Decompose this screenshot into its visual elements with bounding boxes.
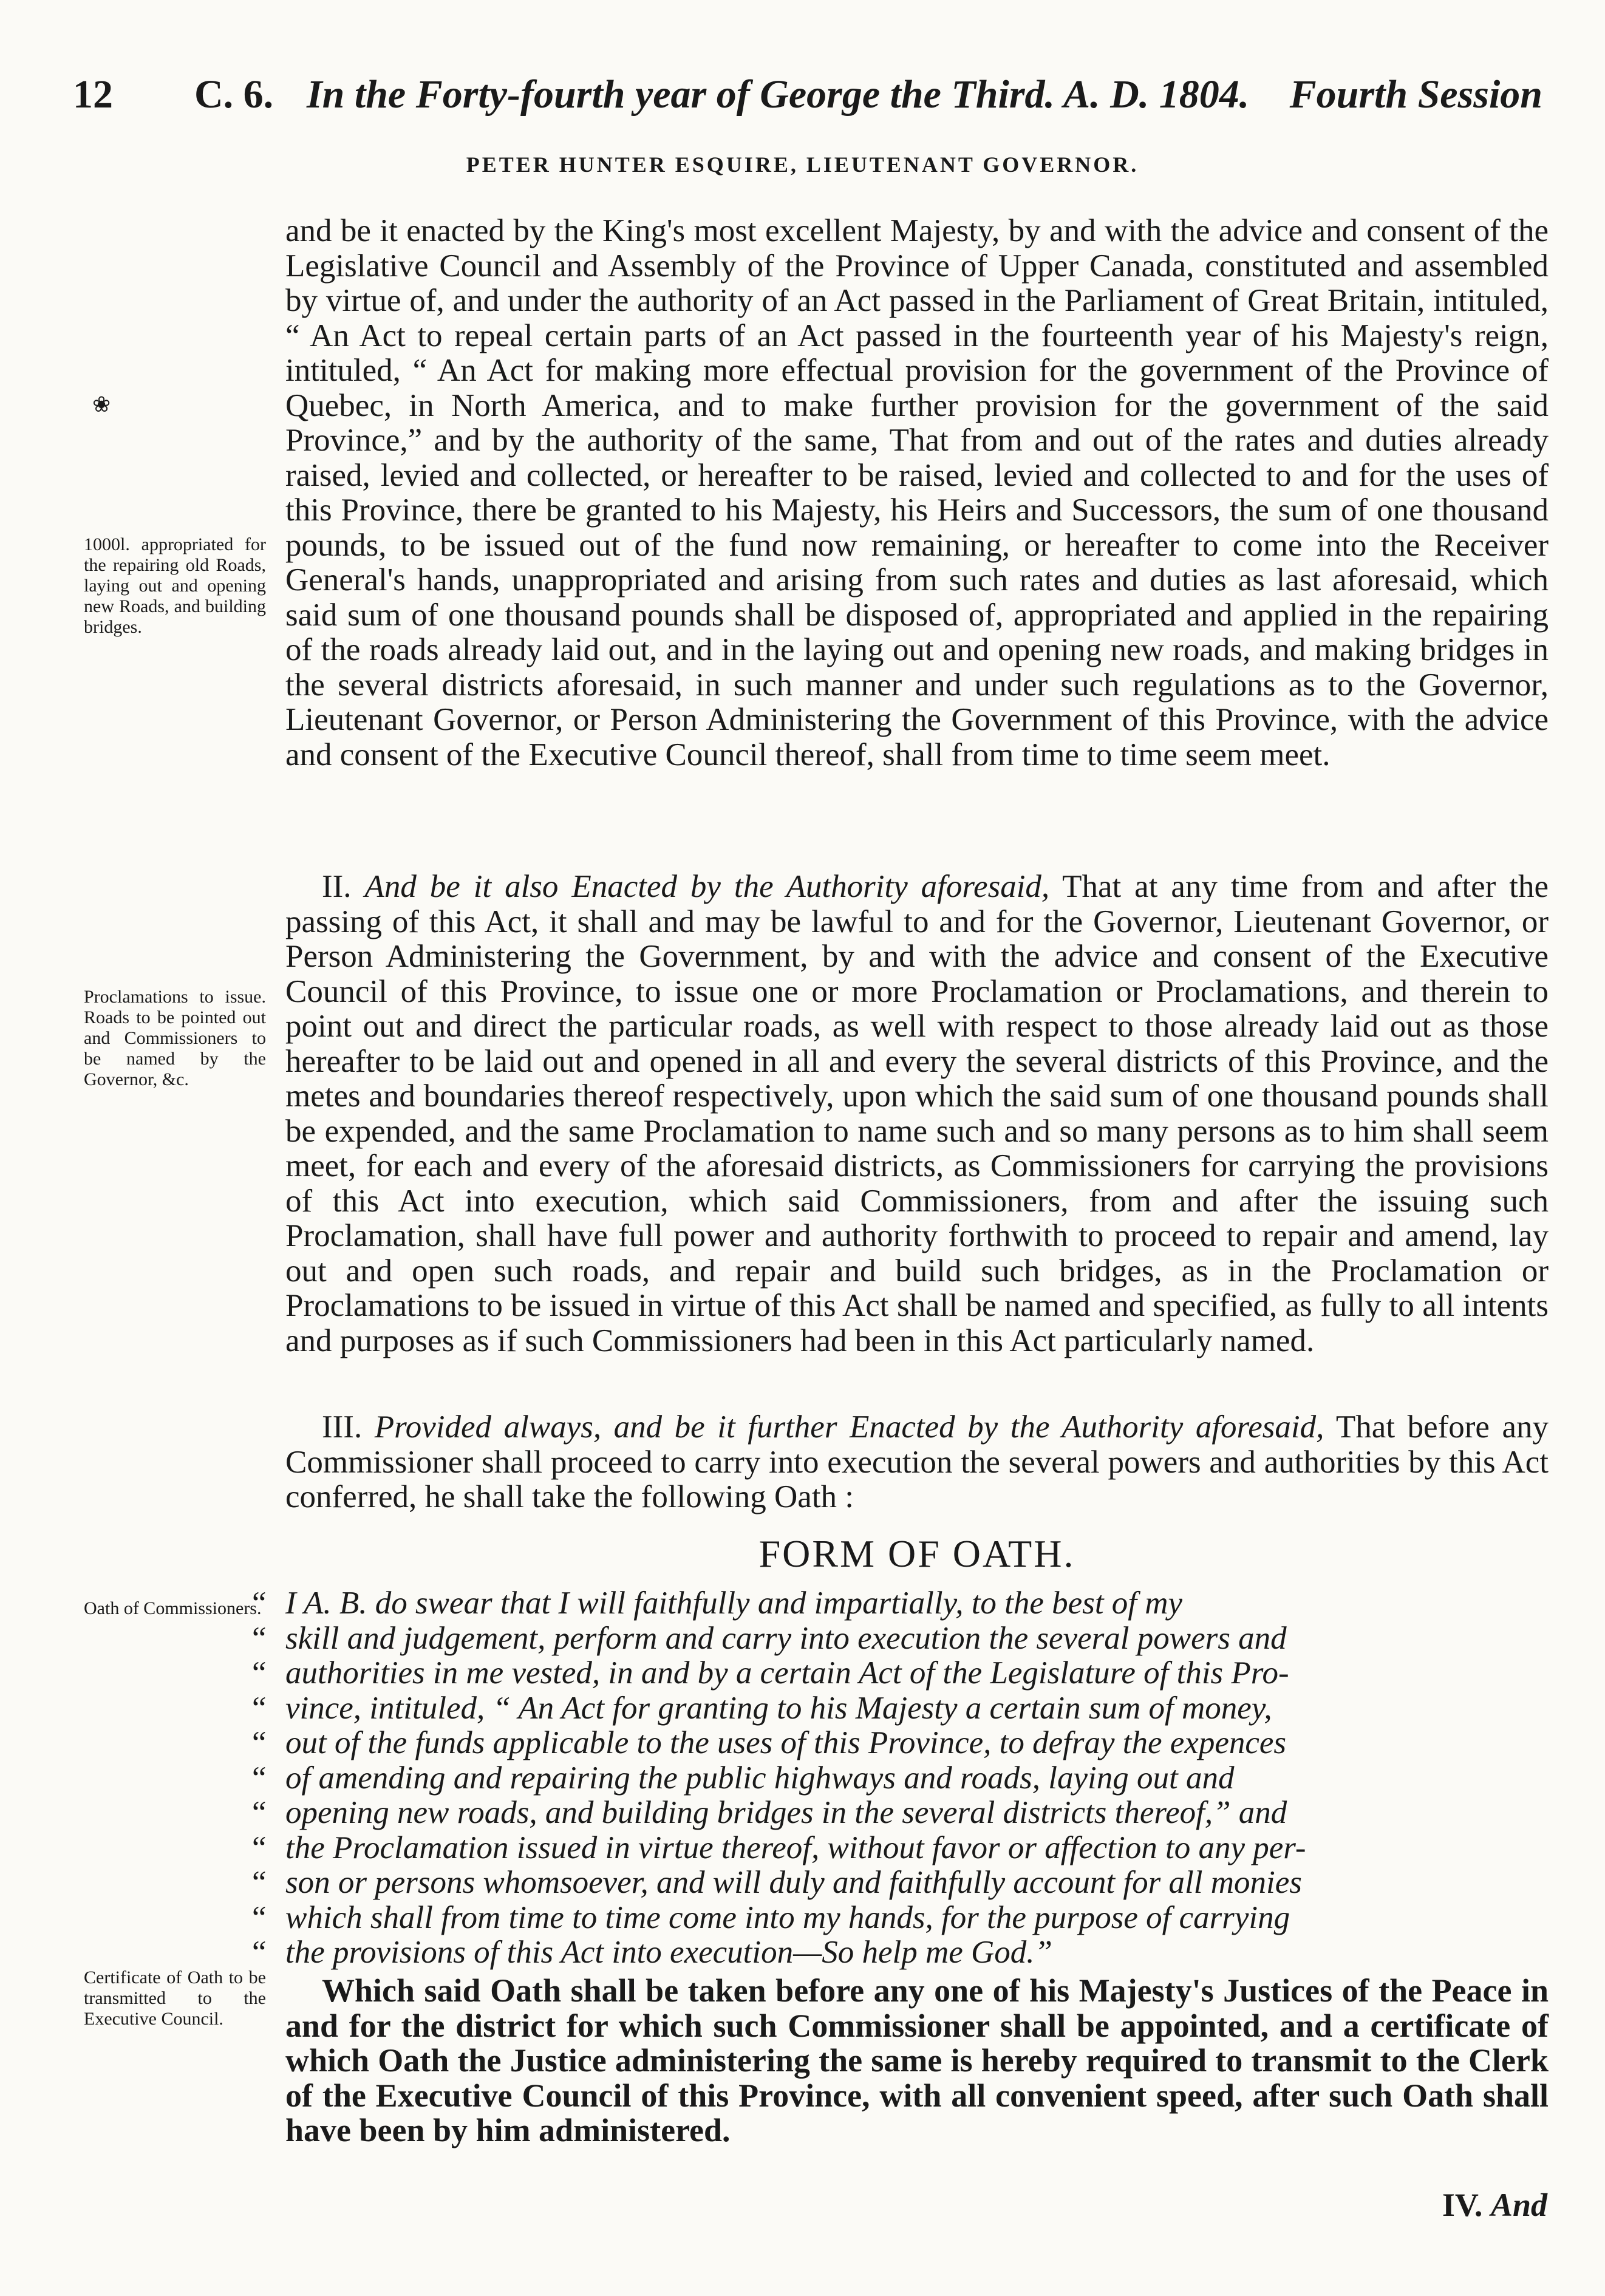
section-two-paragraph	[285, 870, 1549, 1358]
section-three-formula: Provided always, and be it further Enacted by the Authority aforesaid,	[374, 1409, 1324, 1445]
oath-text	[267, 1586, 1518, 1971]
page-number: 12	[73, 72, 113, 117]
oath-line: “ which shall from time to time come into my hands, for the purpose of carrying	[267, 1901, 1518, 1936]
oath-line: “ vince, intituled, “ An Act for granting to his Majesty a certain sum of money,	[267, 1691, 1518, 1726]
section-two-formula: And be it also Enacted by the Authority aforesaid,	[364, 869, 1050, 904]
section-three-text	[285, 1410, 1549, 1515]
section-two-body: That at any time from and after the passing of this Act, it shall and may be lawful to and for the Governor, Lieutenant Governor, or Person Administering the Government, by and with the advice and consent of the Executive Council of this Province, to issue one or more Proclamation or Proclamations, and therein to point out and direct the particular roads, as well with respect to those already laid out as those hereafter to be laid out and opened in all and every the several districts of this Province, and the metes and boundaries thereof respectively, upon which the said sum of one thousand pounds shall be expended, and the same Proclamation to name such and so many persons as to him shall seem meet, for each and every of the aforesaid districts, as Commissioners for carrying the provisions of this Act into execution, which said Commissioners, from and after the issuing such Proclamation, shall have full power and authority forthwith to proceed to repair and amend, lay out and open such roads, and repair and build such bridges, as in the Proclamation or Proclamations to be issued in virtue of this Act shall be named and specified, as fully to all intents and purposes as if such Commissioners had been in this Act particularly named.	[285, 869, 1549, 1358]
section-one-text	[285, 214, 1549, 772]
oath-line: “ out of the funds applicable to the uses of this Province, to defray the expences	[267, 1726, 1518, 1761]
margin-note-appropriation: 1000l. appropriated for the repairing old Roads, laying out and opening new Roads, and building bridges.	[84, 534, 266, 637]
section-three-paragraph	[285, 1410, 1549, 1515]
section-one-paragraph: and be it enacted by the King's most excellent Majesty, by and with the advice and consent of the Legislative Council and Assembly of the Province of Upper Canada, constituted and assembled by virtue of, and under the authority of an Act passed in the Parliament of Great Britain, intituled, “ An Act to repeal certain parts of an Act passed in the fourteenth year of his Majesty's reign, intituled, “ An Act for making more effectual provision for the government of the Province of Quebec, in North America, and to make further provision for the government of the said Province,” and by the authority of the same, That from and out of the rates and duties already raised, levied and collected, or hereafter to be raised, levied and collected to and for the uses of this Province, there be granted to his Majesty, his Heirs and Successors, the sum of one thousand pounds, to be issued out of the fund now remaining, or hereafter to come into the Receiver General's hands, unappropriated and arising from such rates and duties as last aforesaid, which said sum of one thousand pounds shall be disposed of, appropriated and applied in the repairing of the roads already laid out, and in the laying out and opening new roads, and making bridges in the several districts aforesaid, in such manner and under such regulations as to the Governor, Lieutenant Governor, or Person Administering the Government of this Province, with the advice and consent of the Executive Council thereof, shall from time to time seem meet.	[285, 213, 1549, 772]
oath-line: “ son or persons whomsoever, and will duly and faithfully account for all monies	[267, 1865, 1518, 1901]
margin-note-oath: Oath of Commissioners.	[84, 1598, 262, 1618]
oath-line: “ the provisions of this Act into execution—So help me God.”	[267, 1935, 1518, 1971]
running-title: In the Forty-fourth year of George the Third. A. D. 1804.	[307, 72, 1250, 117]
oath-line: “ I A. B. do swear that I will faithfully and impartially, to the best of my	[267, 1586, 1518, 1621]
margin-note-proclamations: Proclamations to issue. Roads to be pointed out and Commissioners to be named by the Governor, &c.	[84, 987, 266, 1089]
catchword-word: And	[1490, 2187, 1547, 2223]
governor-subtitle: PETER HUNTER ESQUIRE, LIEUTENANT GOVERNOR.	[466, 152, 1139, 177]
section-two-text	[285, 870, 1549, 1358]
margin-note-certificate: Certificate of Oath to be transmitted to the Executive Council.	[84, 1967, 266, 2029]
section-three-numeral: III.	[322, 1409, 363, 1445]
oath-line: “ opening new roads, and building bridges in the several districts thereof,” and	[267, 1796, 1518, 1831]
catchword-numeral: IV.	[1442, 2187, 1483, 2223]
section-three-body: That before any Commissioner shall proceed to carry into execution the several powers and authorities by this Act conferred, he shall take the following Oath :	[285, 1409, 1549, 1514]
running-header	[73, 72, 1542, 138]
section-certificate-text	[285, 1974, 1549, 2148]
oath-heading: FORM OF OATH.	[758, 1532, 1075, 1575]
oath-line: “ the Proclamation issued in virtue thereof, without favor or affection to any per-	[267, 1831, 1518, 1866]
session-label: Fourth Session	[1289, 72, 1542, 117]
oath-line: “ skill and judgement, perform and carry into execution the several powers and	[267, 1621, 1518, 1657]
oath-line: “ of amending and repairing the public highways and roads, laying out and	[267, 1761, 1518, 1796]
catchword	[1442, 2186, 1547, 2224]
certificate-paragraph: Which said Oath shall be taken before any one of his Majesty's Justices of the Peace in and for the district for which such Commissioner shall be appointed, and a certificate of which Oath the Justice administering the same is hereby required to transmit to the Clerk of the Executive Council of this Province, with all convenient speed, after such Oath shall have been by him administered.	[285, 1972, 1549, 2148]
oath-line: “ authorities in me vested, in and by a certain Act of the Legislature of this Pro-	[267, 1656, 1518, 1691]
section-two-numeral: II.	[322, 869, 352, 904]
chapter-number: C. 6.	[194, 72, 274, 117]
printer-mark-icon: ❀	[92, 392, 111, 417]
